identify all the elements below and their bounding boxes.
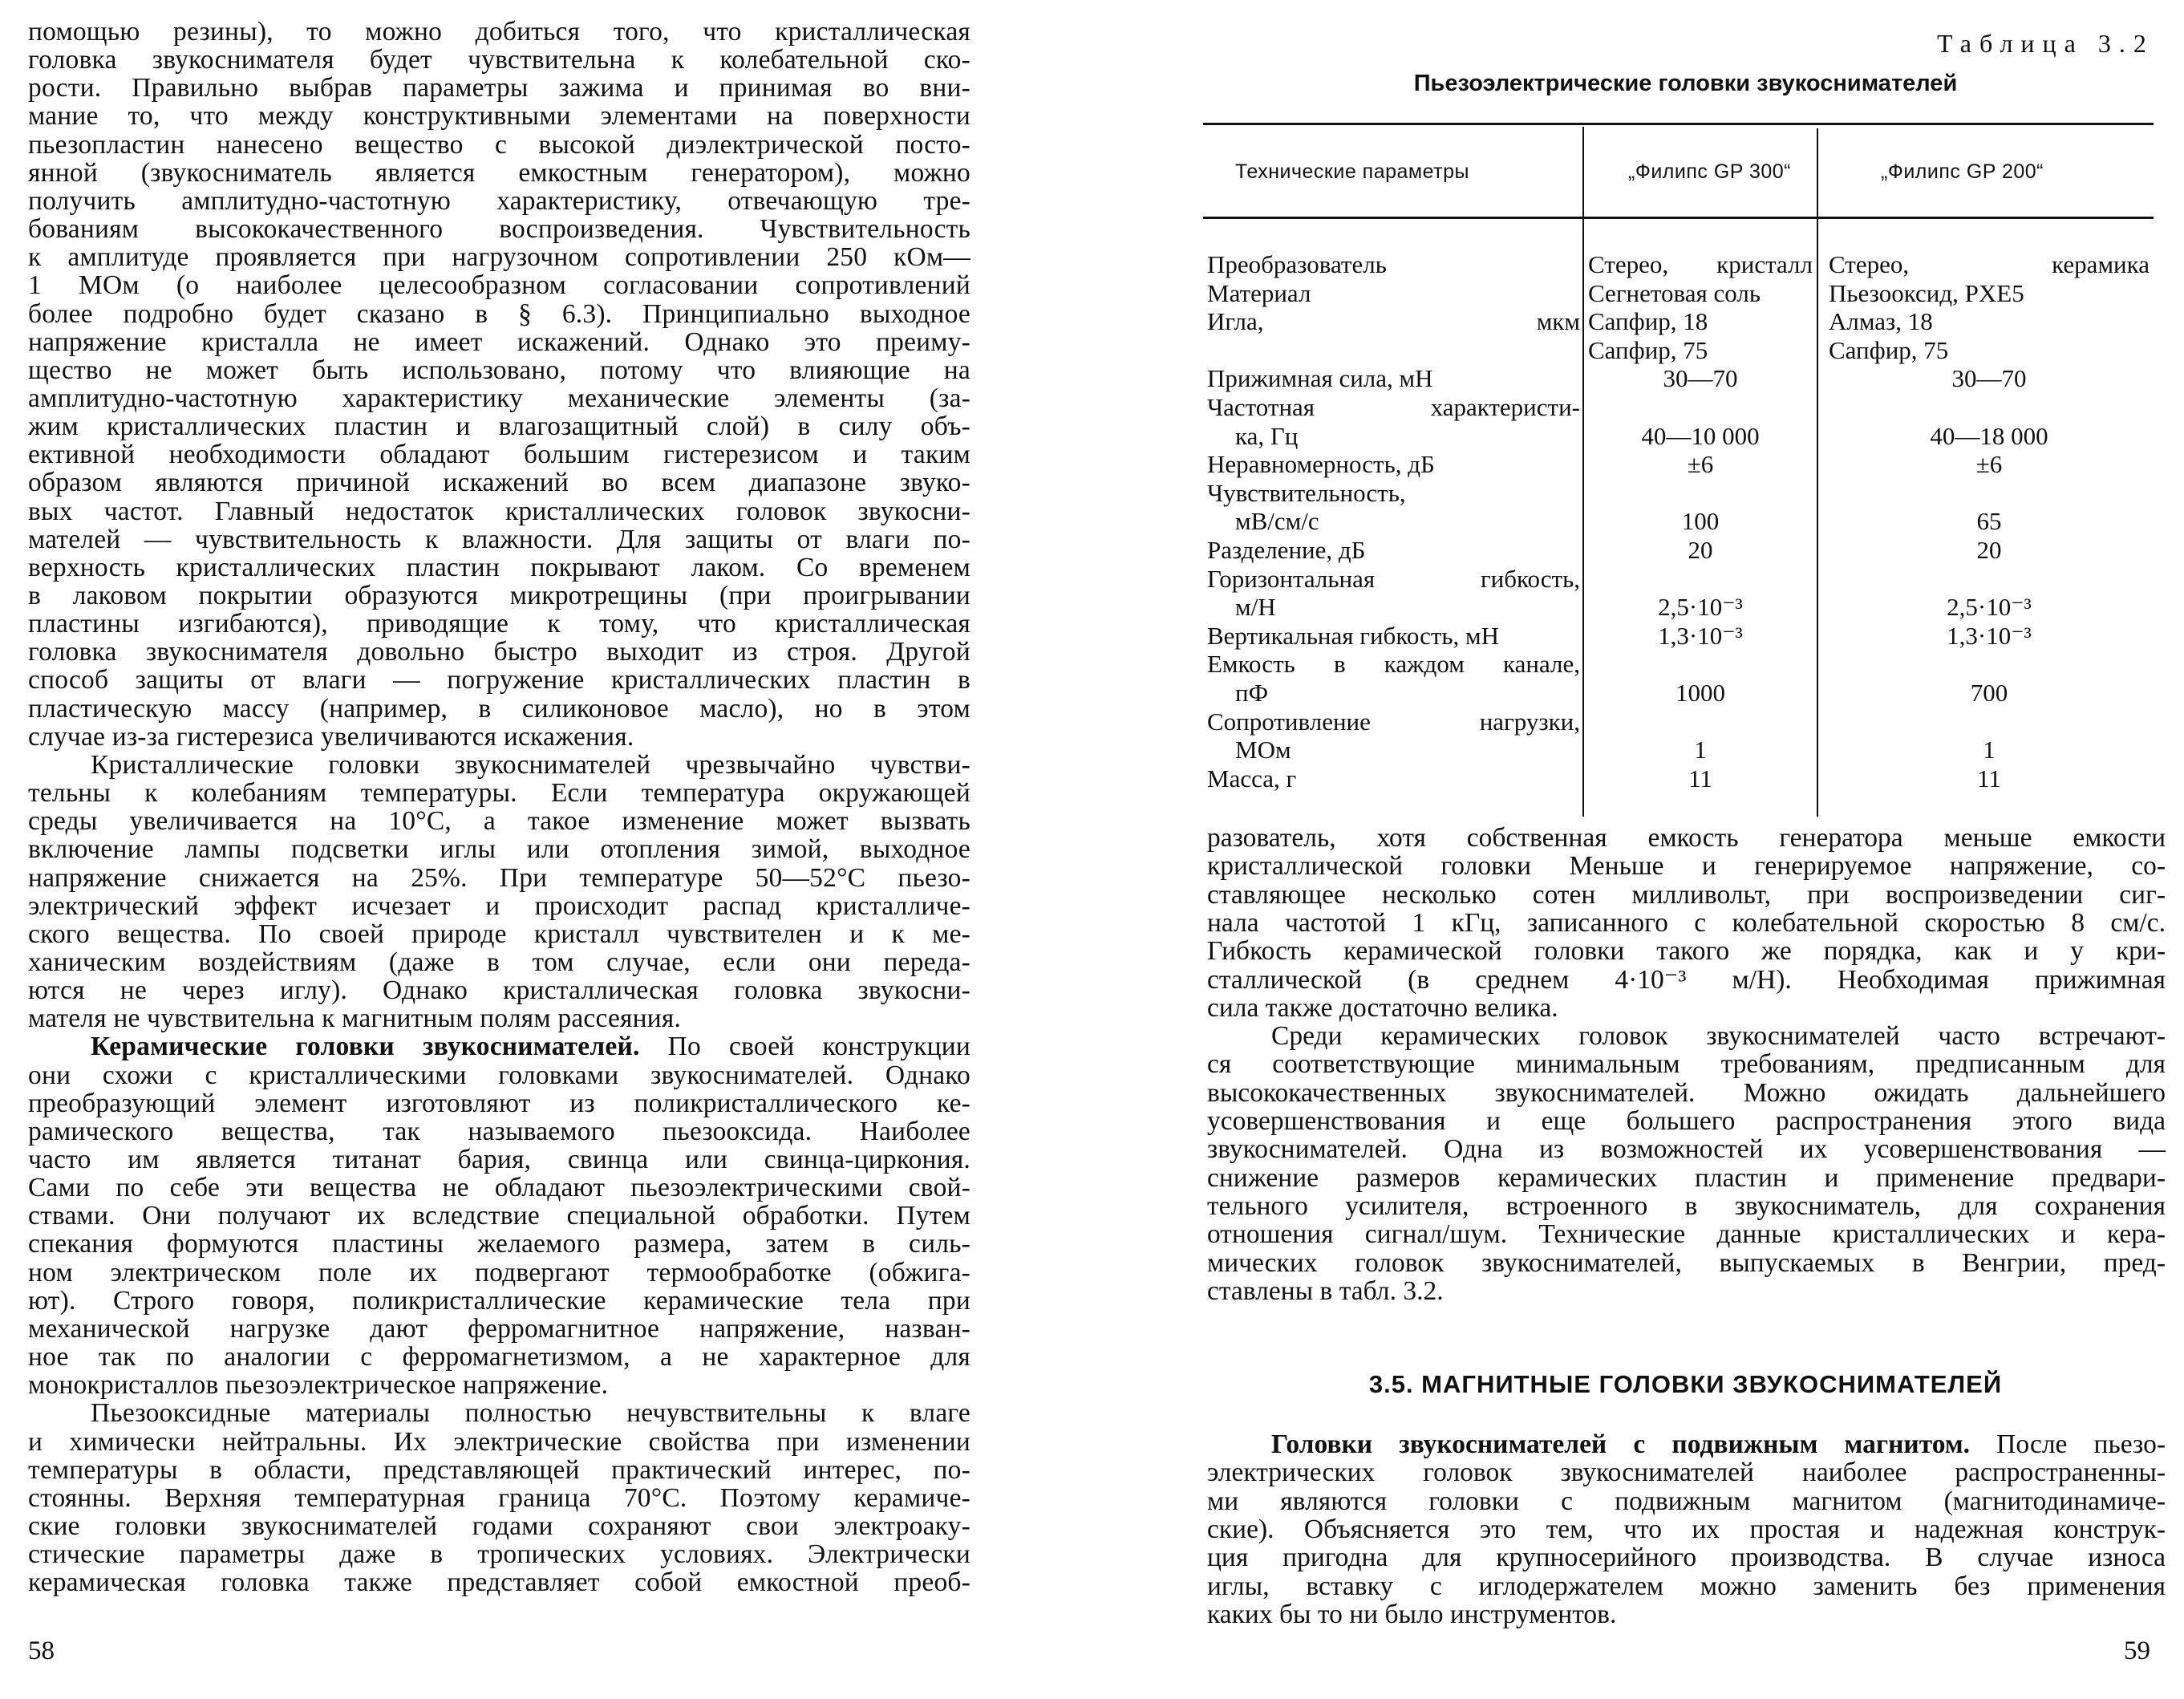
text-line: электрических головок звукоснимателей наиболее распространенны- bbox=[1207, 1458, 2166, 1488]
text-line: и химически нейтральны. Их электрические свойства при изменении bbox=[28, 1426, 970, 1457]
text-line: образом являются причиной искажений во всем диапазоне звуко- bbox=[28, 468, 970, 498]
table-cell-param: Горизонтальная гибкость, bbox=[1207, 564, 1580, 593]
text-line: Сами по себе эти вещества не обладают пьезоэлектрическими свой- bbox=[28, 1173, 970, 1203]
line-text: После пьезо- bbox=[1970, 1429, 2166, 1459]
text-line: ция пригодна для крупносерийного производства. В случае износа bbox=[1207, 1543, 2166, 1573]
run-in-heading: Керамические головки звукоснимателей. bbox=[91, 1032, 640, 1062]
table-cell-param: Емкость в каждом канале, bbox=[1207, 650, 1580, 679]
left-page bbox=[0, 0, 1043, 1699]
text-line: высококачественных звукоснимателей. Можно ожидать дальнейшего bbox=[1207, 1077, 2166, 1108]
page-number-left: 58 bbox=[28, 1636, 55, 1665]
table-cell-gp200: Алмаз, 18 bbox=[1829, 307, 1933, 336]
table-cell-param: Сопротивление нагрузки, bbox=[1207, 707, 1580, 736]
table-cell-gp300: Сапфир, 75 bbox=[1588, 335, 1708, 364]
table-cell-param: Материал bbox=[1207, 278, 1311, 307]
text-line: ся соответствующие минимальным требованиям, предписанным для bbox=[1207, 1049, 2166, 1080]
text-line: ются не через иглу). Однако кристаллическая головка звукосни- bbox=[28, 975, 970, 1006]
table-cell-gp200: 40—18 000 bbox=[1930, 421, 2048, 450]
text-line: кристаллической головки Меньше и генерируемое напряжение, со- bbox=[1207, 851, 2166, 882]
table-cell-gp200: Сапфир, 75 bbox=[1829, 335, 1949, 364]
text-line: мателей — чувствительность к влажности. Для защиты от влаги по- bbox=[28, 524, 970, 554]
table-cell-gp300: 11 bbox=[1688, 764, 1712, 793]
table-cell-param: Чувствительность, bbox=[1207, 478, 1406, 507]
text-line: головка звукоснимателя будет чувствительна к колебательной ско- bbox=[28, 45, 970, 75]
text-line: более подробно будет сказано в § 6.3). Принципиально выходное bbox=[28, 298, 970, 329]
text-line: в лаковом покрытии образуются микротрещины (при проигрывании bbox=[28, 581, 970, 610]
text-line: ставлены в табл. 3.2. bbox=[1207, 1275, 1444, 1306]
table-cell-gp200: 30—70 bbox=[1951, 364, 2027, 393]
text-line: часто им является титанат бария, свинца или свинца-циркония. bbox=[28, 1145, 970, 1174]
text-line: случае из-за гистерезиса увеличиваются искажения. bbox=[28, 721, 634, 752]
text-line: отношения сигнал/шум. Технические данные кристаллических и кера- bbox=[1207, 1219, 2166, 1250]
text-line: ствами. Они получают их вследствие специальной обработки. Путем bbox=[28, 1201, 970, 1231]
text-line: Пьезооксидные материалы полностью нечувствительны к влаге bbox=[91, 1398, 970, 1429]
text-line: ставляющее несколько сотен милливольт, при воспроизведении сиг- bbox=[1207, 879, 2166, 910]
text-line: бованиям высококачественного воспроизведения. Чувствительность bbox=[28, 214, 970, 245]
text-line bbox=[91, 1032, 970, 1060]
text-line: тельны к колебаниям температуры. Если температура окружающей bbox=[28, 778, 970, 809]
table-cell-param: мВ/см/с bbox=[1235, 507, 1319, 536]
text-line: электрический эффект исчезает и происходит распад кристалличе- bbox=[28, 890, 970, 921]
text-line: каких бы то ни было инструментов. bbox=[1207, 1599, 1617, 1629]
run-in-heading: Головки звукоснимателей с подвижным магнитом. bbox=[1271, 1429, 1971, 1459]
table-cell-gp300: Сапфир, 18 bbox=[1588, 307, 1708, 336]
table-cell-param: МОм bbox=[1235, 736, 1291, 764]
text-line: ханическим воздействиям (даже в том случае, если они переда- bbox=[28, 947, 970, 977]
text-line: ное так по аналогии с ферромагнетизмом, а не характерное для bbox=[28, 1342, 970, 1373]
text-line: щество не может быть использовано, потому что влияющие на bbox=[28, 355, 970, 385]
table-cell-gp200: Стерео, керамика bbox=[1829, 250, 2150, 278]
text-line: ективной необходимости обладают большим гистерезисом и таким bbox=[28, 440, 970, 470]
text-line: ского вещества. По своей природе кристалл чувствителен и к ме- bbox=[28, 918, 970, 949]
text-line: усовершенствования и еще большего распространения этого вида bbox=[1207, 1106, 2166, 1136]
text-line: ми являются головки с подвижным магнитом (магнитодинамиче- bbox=[1207, 1486, 2166, 1516]
table-cell-gp300: 1,3·10⁻³ bbox=[1658, 621, 1743, 650]
text-line: иглы, вставку с иглодержателем можно заменить без применения bbox=[1207, 1571, 2166, 1601]
table-top-rule bbox=[1203, 123, 2154, 125]
table-cell-gp300: 1000 bbox=[1675, 679, 1725, 707]
text-line: преобразующий элемент изготовляют из поликристаллического ке- bbox=[28, 1088, 970, 1118]
text-line: ном электрическом поле их подвергают термообработке (обжига- bbox=[28, 1257, 970, 1287]
table-cell-param: Неравномерность, дБ bbox=[1207, 450, 1435, 479]
table-cell-gp200: ±6 bbox=[1975, 450, 2003, 479]
table-cell-param: Преобразователь bbox=[1207, 250, 1387, 278]
table-cell-gp300: 20 bbox=[1688, 536, 1713, 564]
text-line: амплитудно-частотную характеристику механические элементы (за- bbox=[28, 383, 970, 413]
table-cell-param: Вертикальная гибкость, мН bbox=[1207, 621, 1500, 650]
text-line: способ защиты от влаги — погружение кристаллических пластин в bbox=[28, 665, 970, 695]
table-cell-gp300: Сегнетовая соль bbox=[1588, 278, 1761, 307]
table-cell-param: Частотная характеристи- bbox=[1207, 393, 1580, 421]
table-cell-param: Прижимная сила, мН bbox=[1207, 364, 1433, 393]
line-text: По своей конструкции bbox=[639, 1032, 970, 1062]
text-line: спекания формуются пластины желаемого размера, затем в силь- bbox=[28, 1229, 970, 1259]
text-line: звукоснимателей. Одна из возможностей их усовершенствования — bbox=[1207, 1134, 2166, 1165]
text-line: стические параметры даже в тропических условиях. Электрически bbox=[28, 1539, 970, 1570]
text-line: стоянны. Верхняя температурная граница 70°С. Поэтому керамиче- bbox=[28, 1482, 970, 1513]
page-number-right: 59 bbox=[2124, 1636, 2150, 1665]
table-cell-gp200: 2,5·10⁻³ bbox=[1947, 593, 2032, 622]
column-header-gp300: „Филипс GP 300“ bbox=[1628, 160, 1791, 183]
text-line: Гибкость керамической головки такого же порядка, как и у кри- bbox=[1207, 936, 2166, 967]
table-cell-gp300: 40—10 000 bbox=[1641, 421, 1760, 450]
text-line: нала частотой 1 кГц, записанного с колебательной скоростью 8 см/с. bbox=[1207, 907, 2166, 938]
table-label: Таблица 3.2 bbox=[1937, 29, 2154, 58]
column-header-gp200: „Филипс GP 200“ bbox=[1881, 160, 2044, 183]
table-cell-gp300: 100 bbox=[1681, 507, 1720, 536]
text-line: температуры в области, представляющей практический интерес, по- bbox=[28, 1454, 970, 1485]
table-cell-gp200: 700 bbox=[1970, 679, 2008, 707]
text-line bbox=[1271, 1430, 2166, 1458]
text-line: янной (звукосниматель является емкостным генератором), можно bbox=[28, 157, 970, 188]
text-line: среды увеличивается на 10°С, а такое изменение может вызвать bbox=[28, 806, 970, 837]
text-line: ские головки звукоснимателей годами сохраняют свои электроаку- bbox=[28, 1510, 970, 1541]
column-header-parameters: Технические параметры bbox=[1235, 160, 1470, 183]
text-line: включение лампы подсветки иглы или отопления зимой, выходное bbox=[28, 834, 970, 865]
table-cell-gp300: 30—70 bbox=[1663, 364, 1738, 393]
table-cell-gp200: Пьезооксид, PXE5 bbox=[1829, 278, 2024, 307]
text-line: пьезопластин нанесено вещество с высокой диэлектрической посто- bbox=[28, 129, 970, 160]
table-column-divider bbox=[1817, 128, 1818, 817]
table-cell-gp200: 11 bbox=[1977, 764, 2001, 793]
text-line: тельного усилителя, встроенного в звукосниматель, для сохранения bbox=[1207, 1190, 2166, 1221]
text-line: ские). Объясняется это тем, что их простая и надежная конструк- bbox=[1207, 1514, 2166, 1544]
text-line: к амплитуде проявляется при нагрузочном сопротивлении 250 кОм— bbox=[28, 242, 970, 273]
right-page bbox=[1187, 0, 2184, 1699]
text-line: напряжение снижается на 25%. При температуре 50—52°С пьезо- bbox=[28, 862, 970, 893]
section-heading: 3.5. МАГНИТНЫЕ ГОЛОВКИ ЗВУКОСНИМАТЕЛЕЙ bbox=[1368, 1370, 2003, 1398]
table-cell-gp300: 1 bbox=[1694, 736, 1707, 764]
text-line: помощью резины), то можно добиться того, что кристаллическая bbox=[28, 17, 970, 47]
text-line: напряжение кристалла не имеет искажений. Однако это преиму- bbox=[28, 326, 970, 357]
table-cell-param: Разделение, дБ bbox=[1207, 536, 1366, 564]
table-cell-param: пФ bbox=[1235, 679, 1269, 707]
text-line: разователь, хотя собственная емкость генератора меньше емкости bbox=[1207, 823, 2166, 853]
text-line: пластины изгибаются), приводящие к тому, что кристаллическая bbox=[28, 609, 970, 639]
table-title: Пьезоэлектрические головки звукоснимателей bbox=[1413, 71, 1958, 96]
table-cell-gp300: 2,5·10⁻³ bbox=[1658, 593, 1743, 622]
table-cell-gp200: 1,3·10⁻³ bbox=[1947, 621, 2032, 650]
text-line: вых частот. Главный недостаток кристаллических головок звукосни- bbox=[28, 496, 970, 526]
text-line: пластическую массу (например, в силиконовое масло), но в этом bbox=[28, 693, 970, 724]
text-line: жим кристаллических пластин и влагозащитный слой) в силу объ- bbox=[28, 412, 970, 442]
table-cell-gp300: ±6 bbox=[1687, 450, 1714, 479]
text-line: сила также достаточно велика. bbox=[1207, 992, 1558, 1023]
text-line: сталлической (в среднем 4·10⁻³ м/Н). Необходимая прижимная bbox=[1207, 964, 2166, 995]
text-line: монокристаллов пьезоэлектрическое напряжение. bbox=[28, 1370, 609, 1401]
text-line: верхность кристаллических пластин покрывают лаком. Со временем bbox=[28, 552, 970, 582]
table-cell-gp200: 65 bbox=[1976, 507, 2002, 536]
table-cell-param: Масса, г bbox=[1207, 764, 1297, 793]
text-line: рости. Правильно выбрав параметры зажима и принимая во вни- bbox=[28, 73, 970, 103]
text-line: механической нагрузке дают ферромагнитное напряжение, назван- bbox=[28, 1313, 970, 1344]
table-cell-param: ка, Гц bbox=[1235, 421, 1299, 450]
text-line: ют). Строго говоря, поликристаллические керамические тела при bbox=[28, 1285, 970, 1316]
text-line: снижение размеров керамических пластин и применение предвари- bbox=[1207, 1162, 2166, 1193]
text-line: Кристаллические головки звукоснимателей чрезвычайно чувстви- bbox=[91, 749, 970, 780]
table-cell-gp200: 20 bbox=[1976, 536, 2002, 564]
table-cell-gp200: 1 bbox=[1983, 736, 1996, 764]
text-line: получить амплитудно-частотную характеристику, отвечающую тре- bbox=[28, 185, 970, 216]
text-line: мателя не чувствительна к магнитным полям рассеяния. bbox=[28, 1004, 682, 1034]
table-cell-gp300: Стерео, кристалл bbox=[1588, 250, 1813, 278]
text-line: 1 МОм (о наиболее целесообразном согласовании сопротивлений bbox=[28, 270, 970, 301]
text-line: они схожи с кристаллическими головками звукоснимателей. Однако bbox=[28, 1060, 970, 1090]
text-line: мание то, что между конструктивными элементами на поверхности bbox=[28, 101, 970, 132]
text-line: головка звукоснимателя довольно быстро выходит из строя. Другой bbox=[28, 637, 970, 667]
text-line: керамическая головка также представляет собой емкостной преоб- bbox=[28, 1567, 970, 1598]
text-line: рамического вещества, так называемого пьезооксида. Наиболее bbox=[28, 1116, 970, 1146]
text-line: Среди керамических головок звукоснимателей часто встречают- bbox=[1271, 1021, 2166, 1052]
table-cell-param: м/Н bbox=[1235, 593, 1276, 622]
table-cell-param: Игла, мкм bbox=[1207, 307, 1580, 336]
table-column-divider bbox=[1582, 127, 1584, 817]
text-line: мических головок звукоснимателей, выпускаемых в Венгрии, пред- bbox=[1207, 1247, 2166, 1278]
table-header-rule bbox=[1203, 217, 2154, 219]
